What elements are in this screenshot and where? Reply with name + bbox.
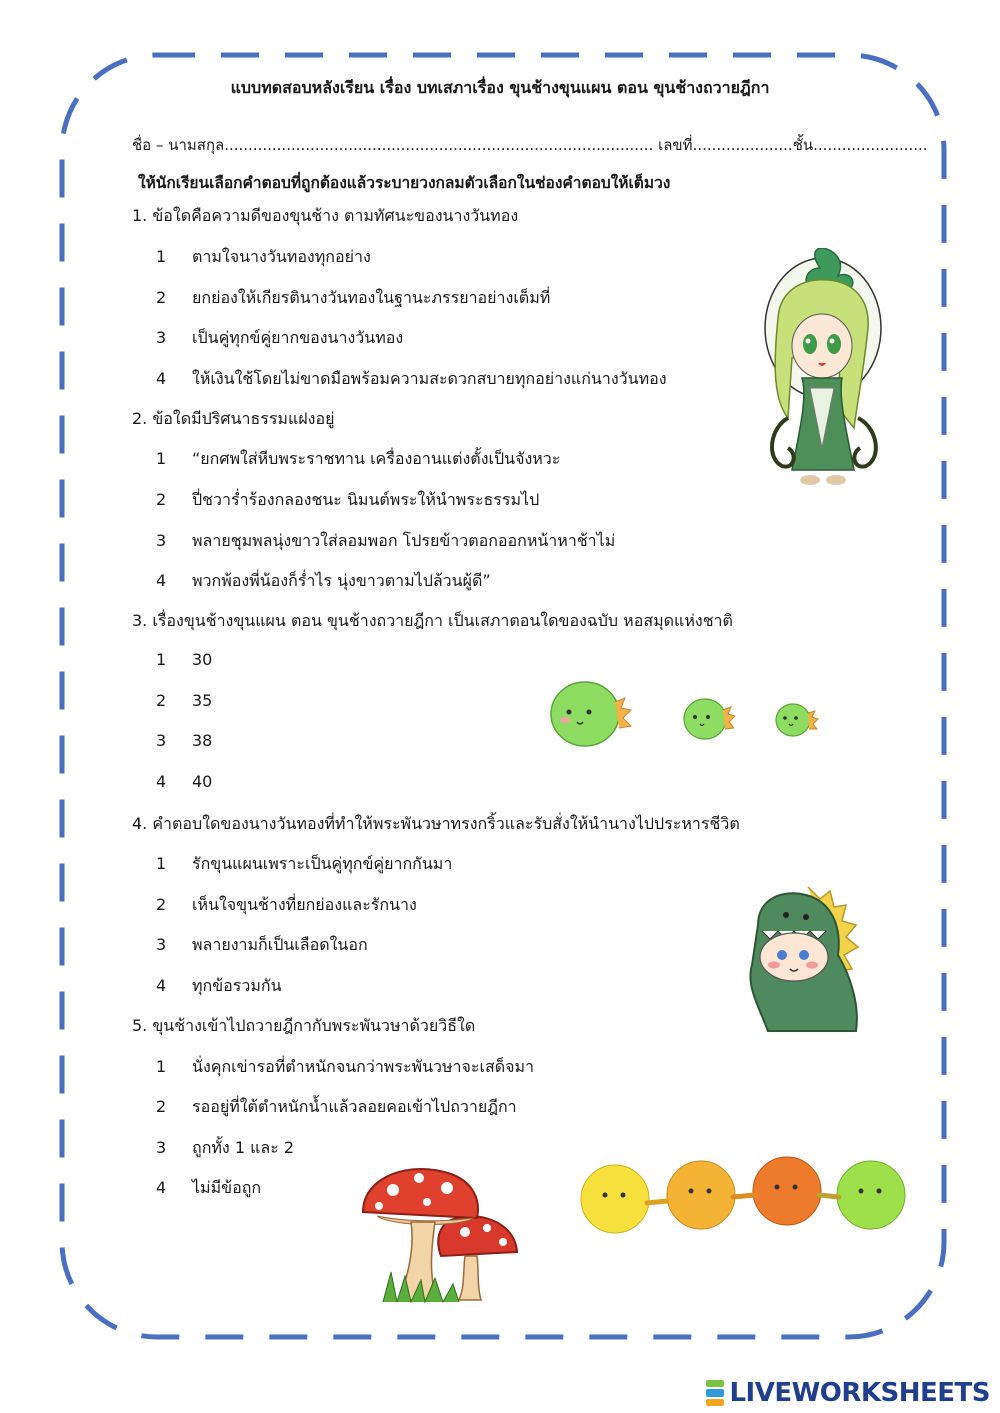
q2-option-3[interactable]: 3 พลายชุมพลนุ่งขาวใส่ลอมพอก โปรยข้าวตอกออกหน้าหาช้าไม่: [156, 531, 616, 550]
question-3: 3. เรื่องขุนช้างขุนแผน ตอน ขุนช้างถวายฎีกา เป็นเสภาตอนใดของฉบับ หอสมุดแห่งชาติ: [132, 611, 733, 630]
q2-option-2[interactable]: 2 ปี่ชวาร่ำร้องกลองชนะ นิมนต์พระให้นำพระธรรมไป: [156, 490, 540, 509]
red-mushrooms-illustration: [355, 1160, 525, 1310]
question-5: 5. ขุนช้างเข้าไปถวายฎีกากับพระพันวษาด้วยวิธีใด: [132, 1016, 476, 1035]
q3-option-3[interactable]: 3 38: [156, 731, 213, 750]
question-1: 1. ข้อใดคือความดีของขุนช้าง ตามทัศนะของนางวันทอง: [132, 206, 519, 225]
q2-option-1[interactable]: 1 “ยกศพใส่หีบพระราชทาน เครื่องอานแต่งตั้งเป็นจังหวะ: [156, 449, 561, 468]
q1-option-1[interactable]: 1 ตามใจนางวันทองทุกอย่าง: [156, 247, 371, 266]
q5-option-2[interactable]: 2 รออยู่ที่ใต้ตำหนักน้ำแล้วลอยคอเข้าไปถวายฎีกา: [156, 1097, 517, 1116]
green-hair-girl-illustration: [758, 248, 888, 493]
colorful-blobs-illustration: [575, 1155, 915, 1240]
q5-option-3[interactable]: 3 ถูกทั้ง 1 และ 2: [156, 1138, 295, 1157]
q1-option-2[interactable]: 2 ยกย่องให้เกียรตินางวันทองในฐานะภรรยาอย่างเต็มที่: [156, 288, 551, 307]
q4-option-3[interactable]: 3 พลายงามก็เป็นเลือดในอก: [156, 935, 368, 954]
q2-option-4[interactable]: 4 พวกพ้องพี่น้องก็ร่ำไร นุ่งขาวตามไปล้วนผู้ดี”: [156, 571, 491, 590]
q1-option-4[interactable]: 4 ให้เงินใช้โดยไม่ขาดมือพร้อมความสะดวกสบายทุกอย่างแก่นางวันทอง: [156, 369, 667, 388]
q5-option-4[interactable]: 4 ไม่มีข้อถูก: [156, 1178, 262, 1197]
liveworksheets-badge-icon: [704, 1379, 726, 1407]
worksheet-title: แบบทดสอบหลังเรียน เรื่อง บทเสภาเรื่อง ขุนช้างขุนแผน ตอน ขุนช้างถวายฎีกา: [230, 78, 770, 97]
q3-option-4[interactable]: 4 40: [156, 772, 213, 791]
q4-option-2[interactable]: 2 เห็นใจขุนช้างที่ยกย่องและรักนาง: [156, 895, 417, 914]
instruction-text: ให้นักเรียนเลือกคำตอบที่ถูกต้องแล้วระบายวงกลมตัวเลือกในช่องคำตอบให้เต็มวง: [138, 174, 671, 192]
liveworksheets-logo: [704, 1378, 990, 1408]
question-4: 4. คำตอบใดของนางวันทองที่ทำให้พระพันวษาทรงกริ้วและรับสั่งให้นำนางไปประหารชีวิต: [132, 814, 740, 833]
q1-option-3[interactable]: 3 เป็นคู่ทุกข์คู่ยากของนางวันทอง: [156, 328, 404, 347]
q3-option-2[interactable]: 2 35: [156, 691, 213, 710]
liveworksheets-logo-text: LIVEWORKSHEETS: [729, 1378, 990, 1408]
student-info-line: ชื่อ – นามสกุล.......................................................................................... เลขที่.....................ชั้น........................: [132, 136, 928, 154]
green-dino-row-illustration: [545, 672, 830, 752]
dino-costume-kid-illustration: [738, 885, 866, 1035]
q4-option-1[interactable]: 1 รักขุนแผนเพราะเป็นคู่ทุกข์คู่ยากกันมา: [156, 854, 453, 873]
question-2: 2. ข้อใดมีปริศนาธรรมแฝงอยู่: [132, 409, 335, 428]
q5-option-1[interactable]: 1 นั่งคุกเข่ารอที่ตำหนักจนกว่าพระพันวษาจะเสด็จมา: [156, 1057, 535, 1076]
q3-option-1[interactable]: 1 30: [156, 650, 213, 669]
q4-option-4[interactable]: 4 ทุกข้อรวมกัน: [156, 976, 282, 995]
